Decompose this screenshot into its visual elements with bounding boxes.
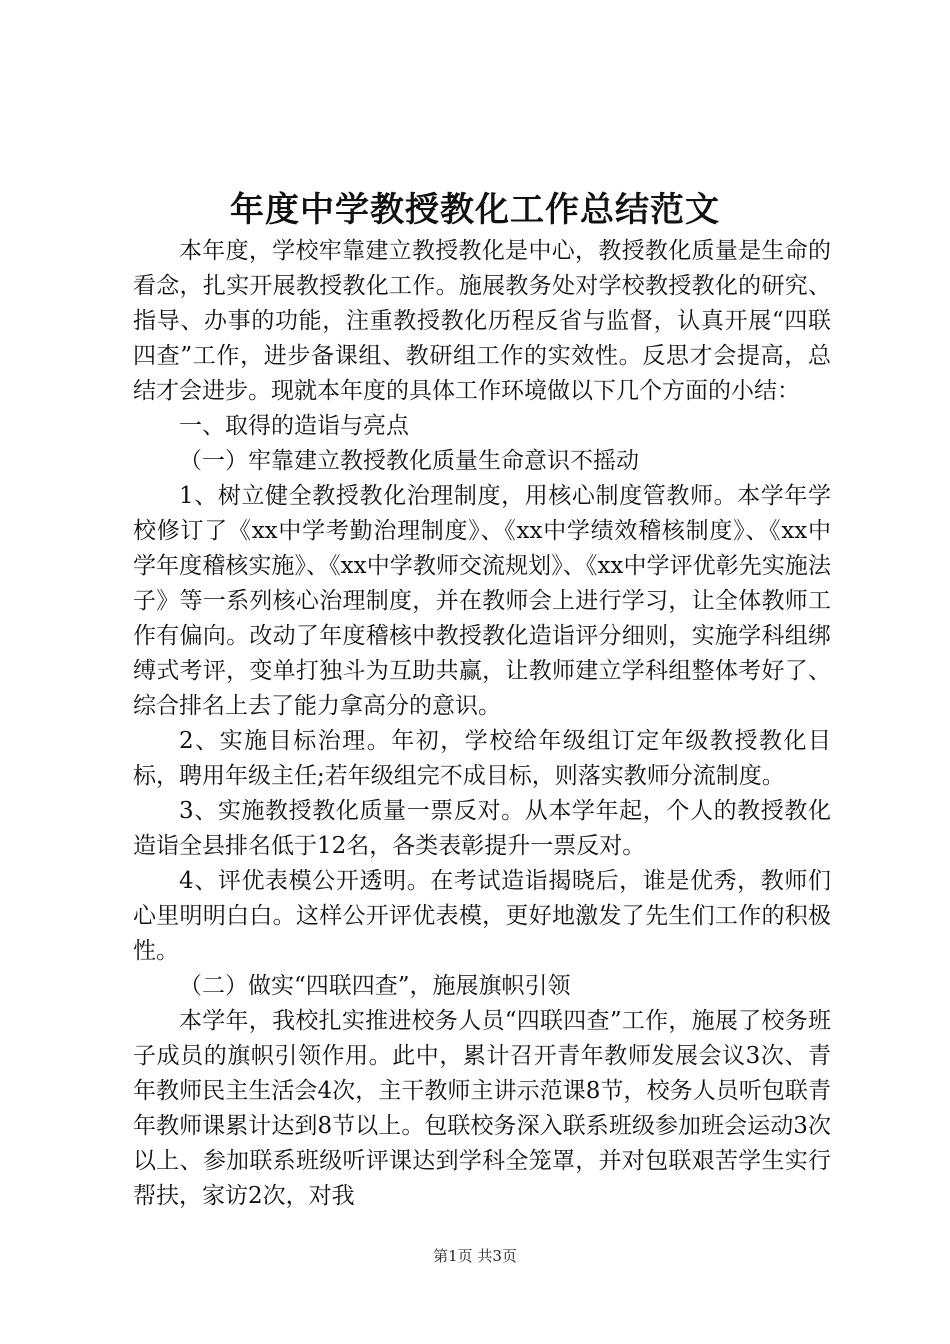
subsection-heading-quality: （一）牢靠建立教授教化质量生命意识不摇动	[179, 448, 639, 474]
paragraph-item-3: 3、实施教授教化质量一票反对。从本学年起，个人的教授教化造诣全县排名低于12名，各类表彰提升一票反对。	[133, 798, 831, 859]
paragraph-item-2: 2、实施目标治理。年初，学校给年级组订定年级教授教化目标，聘用年级主任;若年级组完不成目标，则落实教师分流制度。	[133, 728, 831, 789]
page-footer: 第1页 共3页	[433, 1247, 517, 1265]
paragraph-item-4: 4、评优表模公开透明。在考试造诣揭晓后，谁是优秀，教师们心里明明白白。这样公开评优表模，更好地激发了先生们工作的积极性。	[133, 868, 831, 964]
document-title: 年度中学教授教化工作总结范文	[230, 190, 720, 230]
intro-paragraph: 本年度，学校牢靠建立教授教化是中心，教授教化质量是生命的看念，扎实开展教授教化工作。施展教务处对学校教授教化的研究、指导、办事的功能，注重教授教化历程反省与监督，认真开展“四联四查”工作，进步备课组、教研组工作的实效性。反思才会提高，总结才会进步。现就本年度的具体工作环境做以下几个方面的小结：	[133, 238, 831, 404]
paragraph-item-1: 1、树立健全教授教化治理制度，用核心制度管教师。本学年学校修订了《xx中学考勤治理制度》、《xx中学绩效稽核制度》、《xx中学年度稽核实施》、《xx中学教师交流规划》、《xx中学评优彰先实施法子》等一系列核心治理制度，并在教师会上进行学习，让全体教师工作有偏向。改动了年度稽核中教授教化造诣评分细则，实施学科组绑缚式考评，变单打独斗为互助共赢，让教师建立学科组整体考好了、综合排名上去了能力拿高分的意识。	[133, 483, 831, 719]
document-body	[133, 234, 831, 1214]
section-heading-achievements: 一、取得的造诣与亮点	[179, 413, 409, 439]
paragraph-four-links: 本学年，我校扎实推进校务人员“四联四查”工作，施展了校务班子成员的旗帜引领作用。此中，累计召开青年教师发展会议3次、青年教师民主生活会4次，主干教师主讲示范课8节，校务人员听包联青年教师课累计达到8节以上。包联校务深入联系班级参加班会运动3次以上、参加联系班级听评课达到学科全笼罩，并对包联艰苦学生实行帮扶，家访2次，对我	[133, 1008, 831, 1209]
subsection-heading-four-links: （二）做实“四联四查”，施展旗帜引领	[179, 973, 571, 999]
